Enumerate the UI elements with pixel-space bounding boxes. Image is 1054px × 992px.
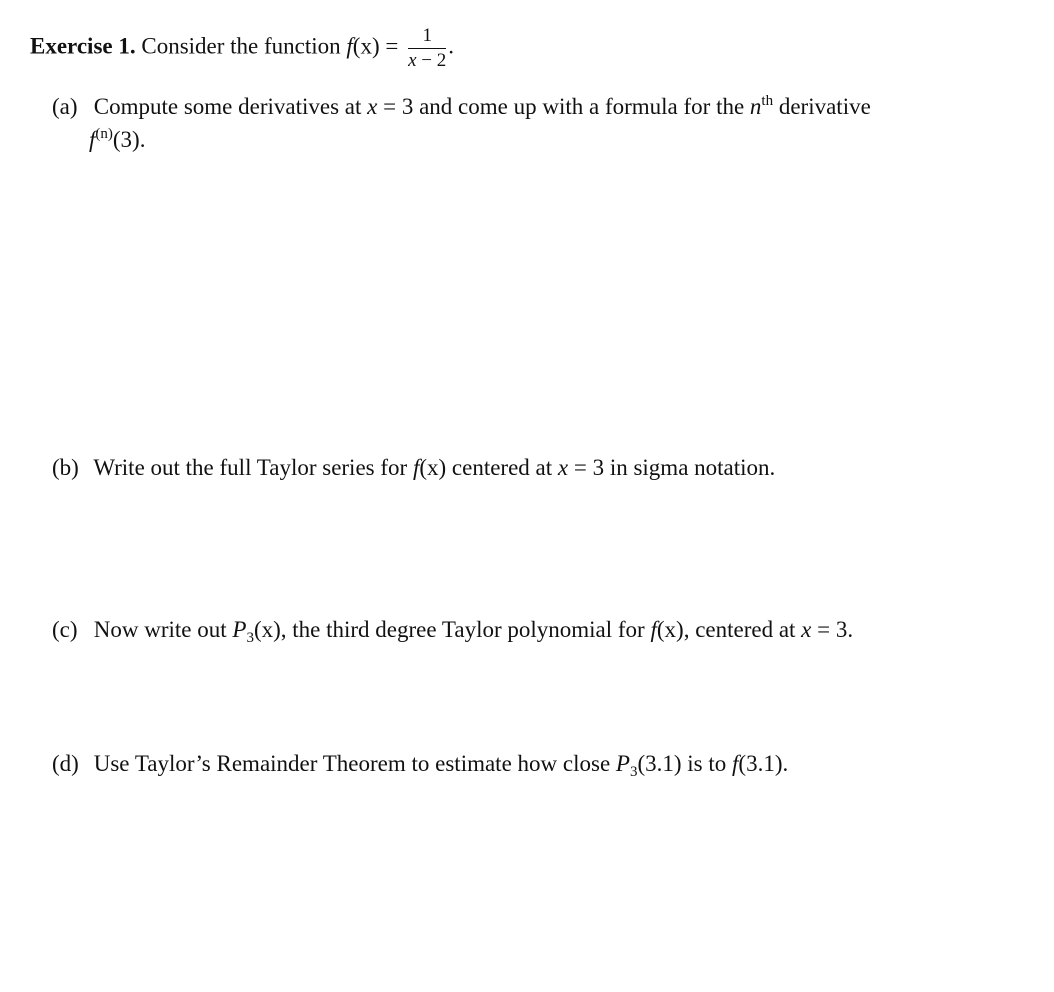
equals-sign: = [385,33,399,59]
part-c-text1: Now write out [93,617,227,642]
part-a-text1: Compute some derivatives at [93,94,362,119]
part-a-n: n [749,94,762,119]
fraction-numerator: 1 [408,26,446,49]
part-d-f: f [732,751,739,776]
part-b-fx: (x) [419,455,447,480]
part-c-label: (c) [52,617,78,642]
exercise-title: Exercise 1. [30,33,136,59]
part-b-text3: = 3 in sigma notation. [568,455,776,480]
part-a-line1 [52,95,871,118]
denominator-variable: x [408,50,417,71]
part-c-f: f [650,617,657,642]
part-d-text1: Use Taylor’s Remainder Theorem to estimate how close [93,751,611,776]
part-d-label: (d) [52,751,79,776]
part-b-text1: Write out the full Taylor series for [93,455,408,480]
fraction-denominator [408,49,446,70]
part-d-line [52,751,789,780]
part-c-P: P [232,617,247,642]
exercise-heading-line [30,26,454,70]
part-d-farg: (3.1). [738,751,789,776]
part-a-var-x: x [367,94,378,119]
part-a-text3: derivative [778,94,871,119]
part-b-x: x [557,455,569,480]
part-a-sup: (n) [95,126,113,142]
part-b-line [52,456,775,479]
part-d-sub: 3 [629,764,638,780]
part-d-parg: (3.1) [637,751,682,776]
part-c-text4: = 3. [811,617,854,642]
denominator-constant: − 2 [416,50,447,71]
part-c-text2: , the third degree Taylor polynomial for [280,617,645,642]
part-a-line2 [89,128,145,151]
part-c-text3: , centered at [683,617,796,642]
part-d-text2: is to [687,751,727,776]
part-d-P: P [615,751,630,776]
part-a-f: f [89,127,96,152]
heading-end-punct: . [448,33,455,59]
function-fraction [408,26,446,70]
part-a-text2: = 3 and come up with a formula for the [377,94,745,119]
part-c-px: (x) [253,617,281,642]
part-b-f: f [412,455,420,480]
part-c-x: x [801,617,812,642]
function-argument: (x) [352,33,380,59]
part-a-th: th [761,93,774,109]
exercise-intro: Consider the function [141,33,341,59]
part-c-line [52,617,854,646]
function-name: f [346,33,353,59]
part-b-text2: centered at [451,455,553,480]
part-c-sub: 3 [246,630,254,646]
part-a-arg: (3). [112,127,146,152]
part-c-fx: (x) [656,617,684,642]
part-b-label: (b) [52,455,79,480]
part-a-label: (a) [52,94,78,119]
